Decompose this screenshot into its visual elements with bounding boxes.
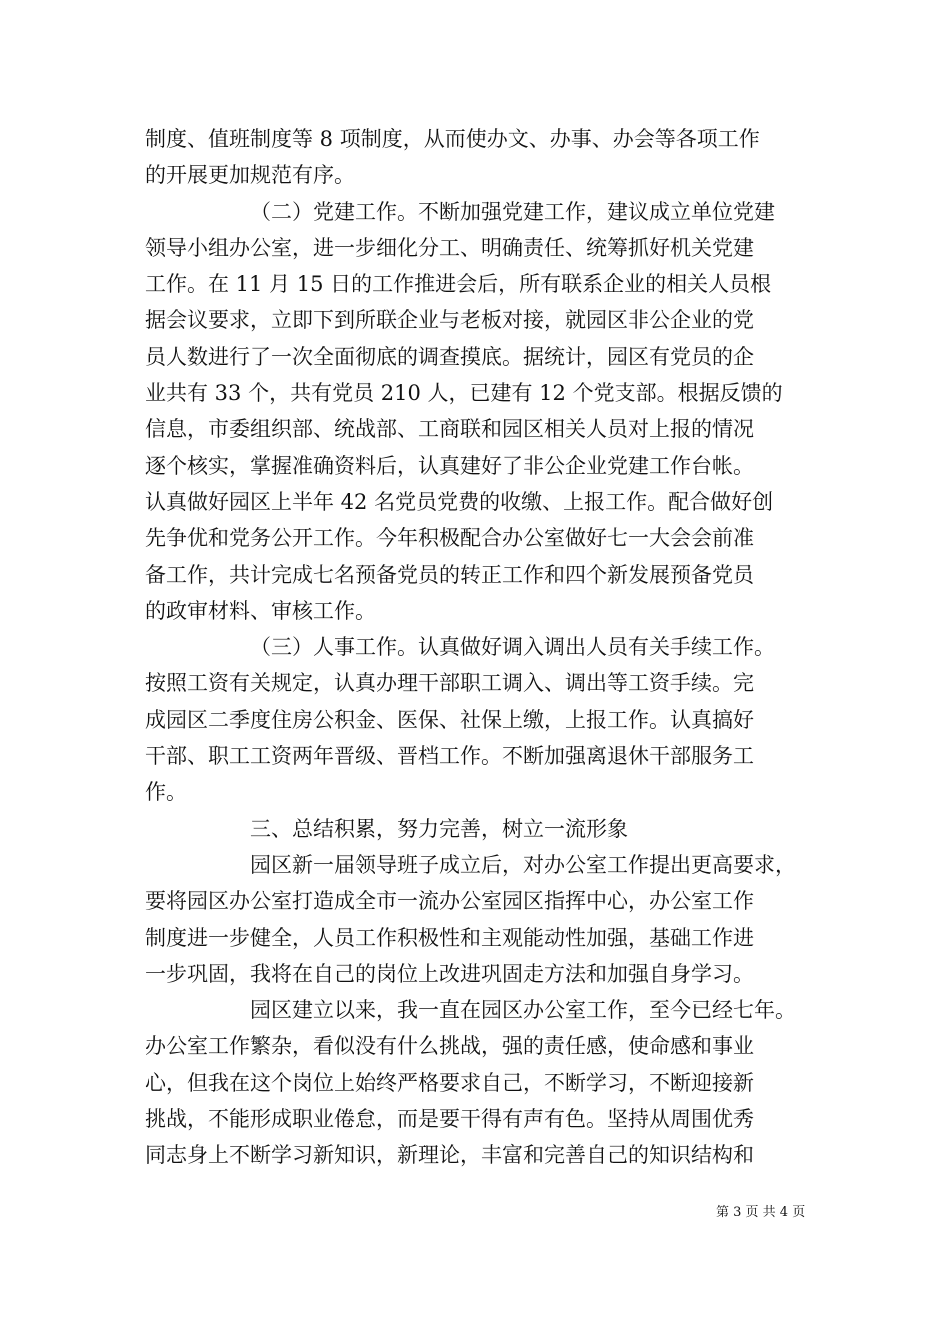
text-line: （二）党建工作。不断加强党建工作，建议成立单位党建 [250,199,775,224]
text-line: 三、总结积累，努力完善，树立一流形象 [250,816,628,841]
text-line: 据会议要求，立即下到所联企业与老板对接，就园区非公企业的党 [145,308,754,333]
text-line: 园区新一届领导班子成立后，对办公室工作提出更高要求， [250,852,796,877]
text-line: 园区建立以来，我一直在园区办公室工作，至今已经七年。 [250,998,796,1023]
body-text [145,121,810,1174]
text-line: 要将园区办公室打造成全市一流办公室园区指挥中心，办公室工作 [145,889,754,914]
text-line: 领导小组办公室，进一步细化分工、明确责任、统筹抓好机关党建 [145,235,754,260]
text-line: 心，但我在这个岗位上始终严格要求自己，不断学习，不断迎接新 [145,1070,754,1095]
text-line: 工作。在 11 月 15 日的工作推进会后，所有联系企业的相关人员根 [145,272,772,297]
text-line: 成园区二季度住房公积金、医保、社保上缴，上报工作。认真搞好 [145,707,754,732]
text-line: 干部、职工工资两年晋级、晋档工作。不断加强离退休干部服务工 [145,744,754,769]
text-line: 挑战，不能形成职业倦怠，而是要干得有声有色。坚持从周围优秀 [145,1107,754,1132]
text-line: 的开展更加规范有序。 [145,163,355,188]
text-line: 同志身上不断学习新知识，新理论，丰富和完善自己的知识结构和 [145,1143,754,1168]
text-line: 员人数进行了一次全面彻底的调查摸底。据统计，园区有党员的企 [145,344,754,369]
text-line: 一步巩固，我将在自己的岗位上改进巩固走方法和加强自身学习。 [145,961,754,986]
text-line: 按照工资有关规定，认真办理干部职工调入、调出等工资手续。完 [145,671,754,696]
text-line: 作。 [145,780,187,805]
text-line: 备工作，共计完成七名预备党员的转正工作和四个新发展预备党员 [145,562,754,587]
text-line: 信息，市委组织部、统战部、工商联和园区相关人员对上报的情况 [145,417,754,442]
page-footer: 第 3 页 共 4 页 [716,1205,806,1220]
text-line: 业共有 33 个，共有党员 210 人，已建有 12 个党支部。根据反馈的 [145,381,783,406]
text-line: （三）人事工作。认真做好调入调出人员有关手续工作。 [250,635,775,660]
text-line: 制度进一步健全，人员工作积极性和主观能动性加强，基础工作进 [145,925,754,950]
text-line: 办公室工作繁杂，看似没有什么挑战，强的责任感，使命感和事业 [145,1034,754,1059]
text-line: 先争优和党务公开工作。今年积极配合办公室做好七一大会会前准 [145,526,754,551]
text-line: 认真做好园区上半年 42 名党员党费的收缴、上报工作。配合做好创 [145,489,774,514]
text-line: 的政审材料、审核工作。 [145,598,376,623]
text-line: 制度、值班制度等 8 项制度，从而使办文、办事、办会等各项工作 [145,127,760,151]
text-line: 逐个核实，掌握准确资料后，认真建好了非公企业党建工作台帐。 [145,453,754,478]
